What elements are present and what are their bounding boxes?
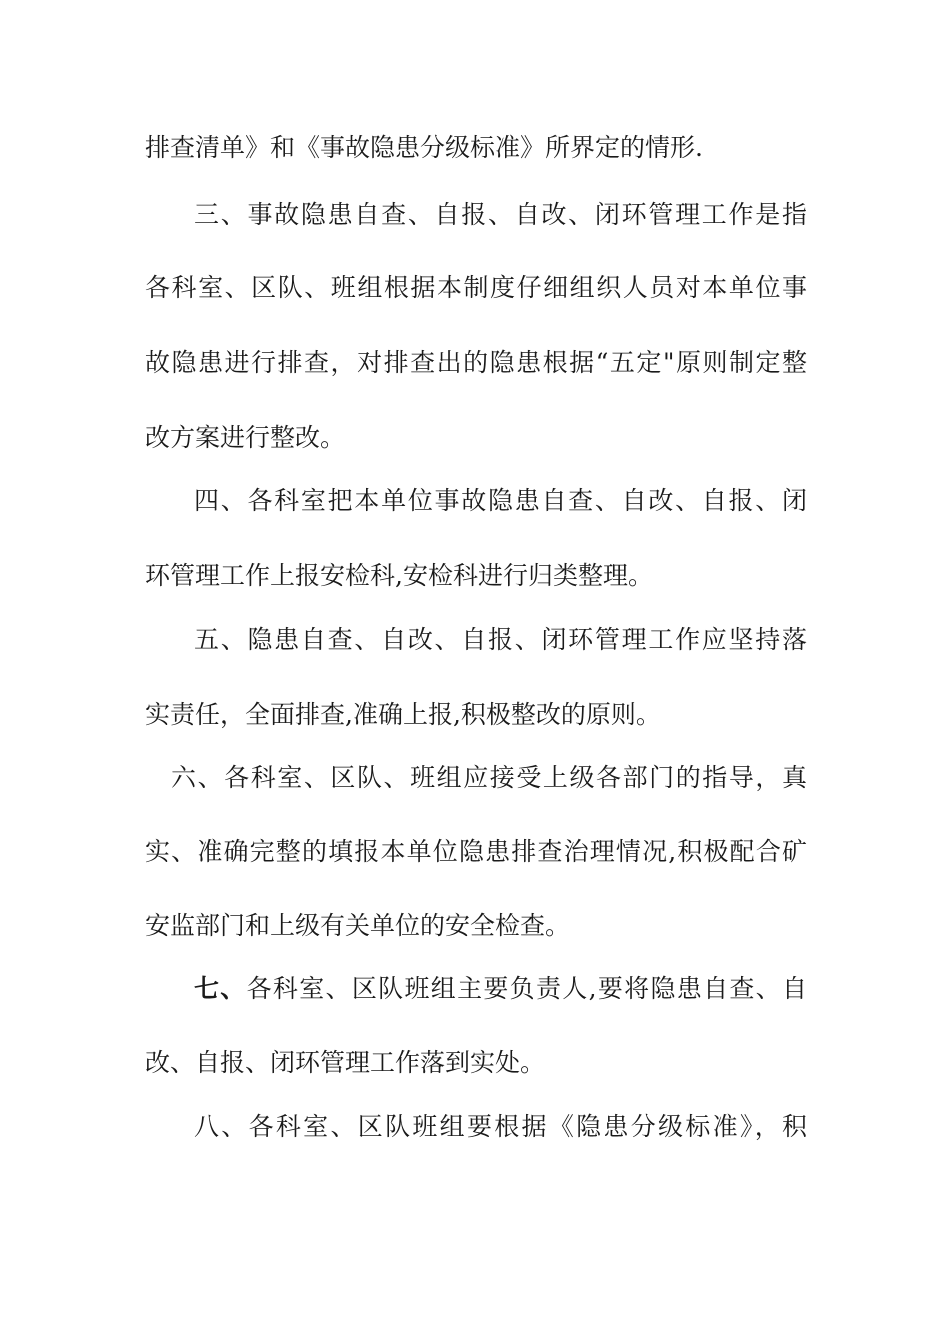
text-line-10: 六、各科室、区队、班组应接受上级各部门的指导，真 xyxy=(171,763,807,792)
text-line-14: 改、自报、闭环管理工作落到实处。 xyxy=(145,1048,546,1077)
text-line-15: 八、各科室、区队班组要根据《隐患分级标准》，积 xyxy=(194,1112,807,1141)
text-line-11: 实、准确完整的填报本单位隐患排查治理情况,积极配合矿 xyxy=(145,837,807,866)
text-line-12: 安监部门和上级有关单位的安全检查。 xyxy=(145,911,571,940)
text-line-1: 排查清单》和《事故隐患分级标准》所界定的情形. xyxy=(145,133,703,162)
text-line-4: 故隐患进行排查，对排查出的隐患根据“五定"原则制定整 xyxy=(145,348,807,377)
text-line-9: 实责任，全面排查,准确上报,积极整改的原则。 xyxy=(145,700,661,729)
text-line-7: 环管理工作上报安检科,安检科进行归类整理。 xyxy=(145,561,653,590)
text-line-13 xyxy=(194,969,807,1009)
item-seven-number: 七、 xyxy=(194,974,247,1003)
text-line-2: 三、事故隐患自查、自报、自改、闭环管理工作是指 xyxy=(194,200,807,229)
item-seven-text: 各科室、区队班组主要负责人,要将隐患自查、自 xyxy=(246,974,807,1003)
text-line-8: 五、隐患自查、自改、自报、闭环管理工作应坚持落 xyxy=(194,625,807,654)
text-line-5: 改方案进行整改。 xyxy=(145,423,346,452)
text-line-3: 各科室、区队、班组根据本制度仔细组织人员对本单位事 xyxy=(145,273,807,302)
text-line-6: 四、各科室把本单位事故隐患自查、自改、自报、闭 xyxy=(194,486,807,515)
